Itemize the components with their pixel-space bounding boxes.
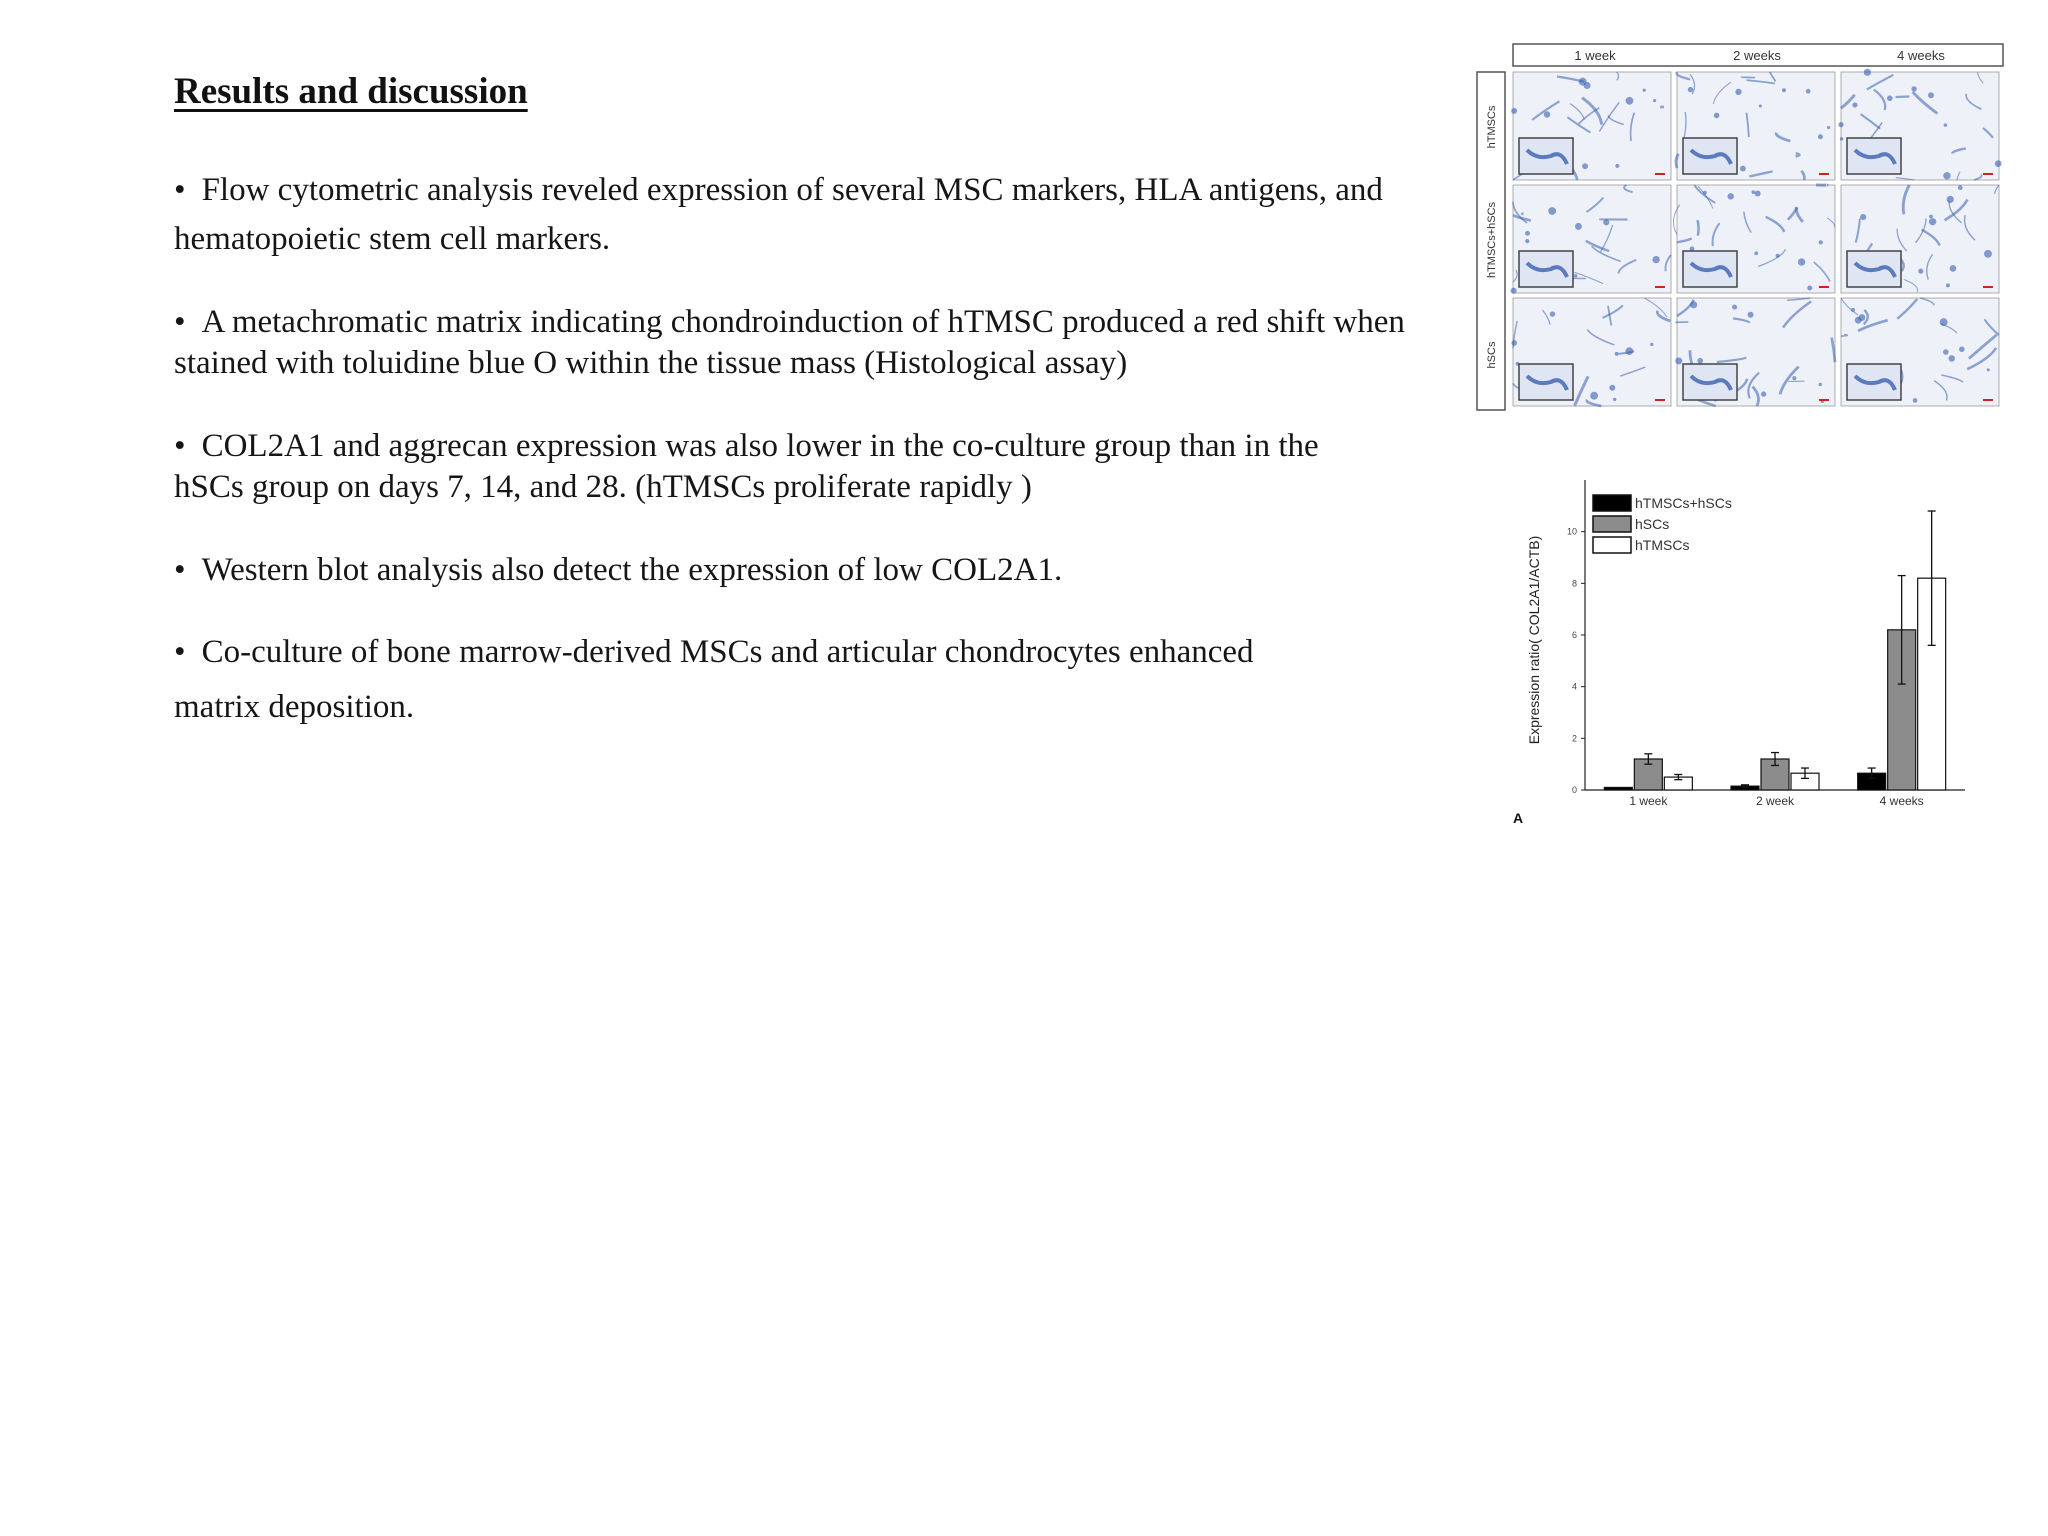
bullet-text-line2: hSCs group on days 7, 14, and 28. (hTMSCs proliferate rapidly ) [174, 469, 1032, 505]
bullet-symbol: • [174, 172, 186, 208]
micrograph-tile [1676, 72, 1835, 180]
bullet-symbol: • [174, 552, 186, 588]
legend-label: hTMSCs [1635, 537, 1690, 553]
legend-swatch [1593, 537, 1631, 553]
micrograph-grid [1475, 42, 2005, 414]
x-tick-label: 1 week [1629, 794, 1668, 808]
micrograph-tile [1675, 298, 1835, 406]
micrograph-tile [1511, 72, 1671, 180]
legend-label: hTMSCs+hSCs [1635, 495, 1732, 511]
bullet-flow-cytometry [174, 170, 1494, 260]
bullet-text-line1: Flow cytometric analysis reveled expression of several MSC markers, HLA antigens, and [201, 172, 1383, 208]
y-tick-label: 6 [1571, 630, 1577, 640]
column-label-4-weeks: 4 weeks [1897, 48, 1945, 63]
micrograph-tile [1511, 298, 1671, 406]
micrograph-tile [1673, 185, 1835, 293]
y-tick-label: 4 [1571, 681, 1577, 692]
bullet-text-line2: stained with toluidine blue O within the tissue mass (Histological assay) [174, 345, 1128, 381]
y-tick-label: 10 [1566, 526, 1577, 537]
micrograph-tile [1841, 298, 1999, 406]
bullet-metachromatic-matrix [174, 302, 1494, 384]
bar [1604, 787, 1632, 790]
column-label-2-weeks: 2 weeks [1733, 48, 1781, 63]
x-tick-label: 2 week [1755, 794, 1795, 808]
bullet-symbol: • [174, 634, 186, 670]
bullet-symbol: • [174, 428, 186, 464]
y-tick-label: 0 [1571, 785, 1577, 795]
y-tick-label: 8 [1571, 578, 1577, 589]
micrograph-tile [1511, 185, 1671, 294]
col2a1-expression-chart [1505, 470, 1975, 830]
bullet-text-line1: Co-culture of bone marrow-derived MSCs and articular chondrocytes enhanced [201, 634, 1254, 670]
legend-swatch [1593, 516, 1631, 532]
row-label-htmscs: hTMSCs [1486, 105, 1498, 149]
legend-label: hSCs [1635, 516, 1670, 532]
y-axis-label: Expression ratio( COL2A1/ACTB) [1526, 535, 1542, 745]
page-title: Results and discussion [174, 71, 528, 112]
panel-label: A [1513, 810, 1524, 826]
bullet-text-line2: matrix deposition. [174, 689, 415, 725]
y-tick-label: 2 [1571, 733, 1577, 744]
bullet-text-line1: A metachromatic matrix indicating chondroinduction of hTMSC produced a red shift when [201, 304, 1405, 340]
micrograph-tile [1841, 185, 1999, 293]
micrograph-tile [1838, 69, 2001, 180]
x-tick-label: 4 weeks [1879, 794, 1924, 808]
bullet-symbol: • [174, 304, 186, 340]
column-label-1-week: 1 week [1574, 48, 1616, 63]
bullet-text-line2: hematopoietic stem cell markers. [174, 221, 611, 257]
bullet-co-culture [174, 632, 1474, 728]
histology-micrograph-figure [1475, 42, 2005, 414]
bullet-col2a1-aggrecan [174, 426, 1474, 508]
bullet-western-blot [174, 550, 1474, 591]
bullet-text-line1: COL2A1 and aggrecan expression was also lower in the co-culture group than in the [201, 428, 1319, 464]
bullet-text-line1: Western blot analysis also detect the expression of low COL2A1. [201, 552, 1063, 588]
row-label-hscs: hSCs [1486, 341, 1498, 369]
legend-swatch [1593, 495, 1631, 511]
bar-chart [1505, 470, 1975, 830]
row-label-htmscs-hscs: hTMSCs+hSCs [1486, 201, 1498, 279]
